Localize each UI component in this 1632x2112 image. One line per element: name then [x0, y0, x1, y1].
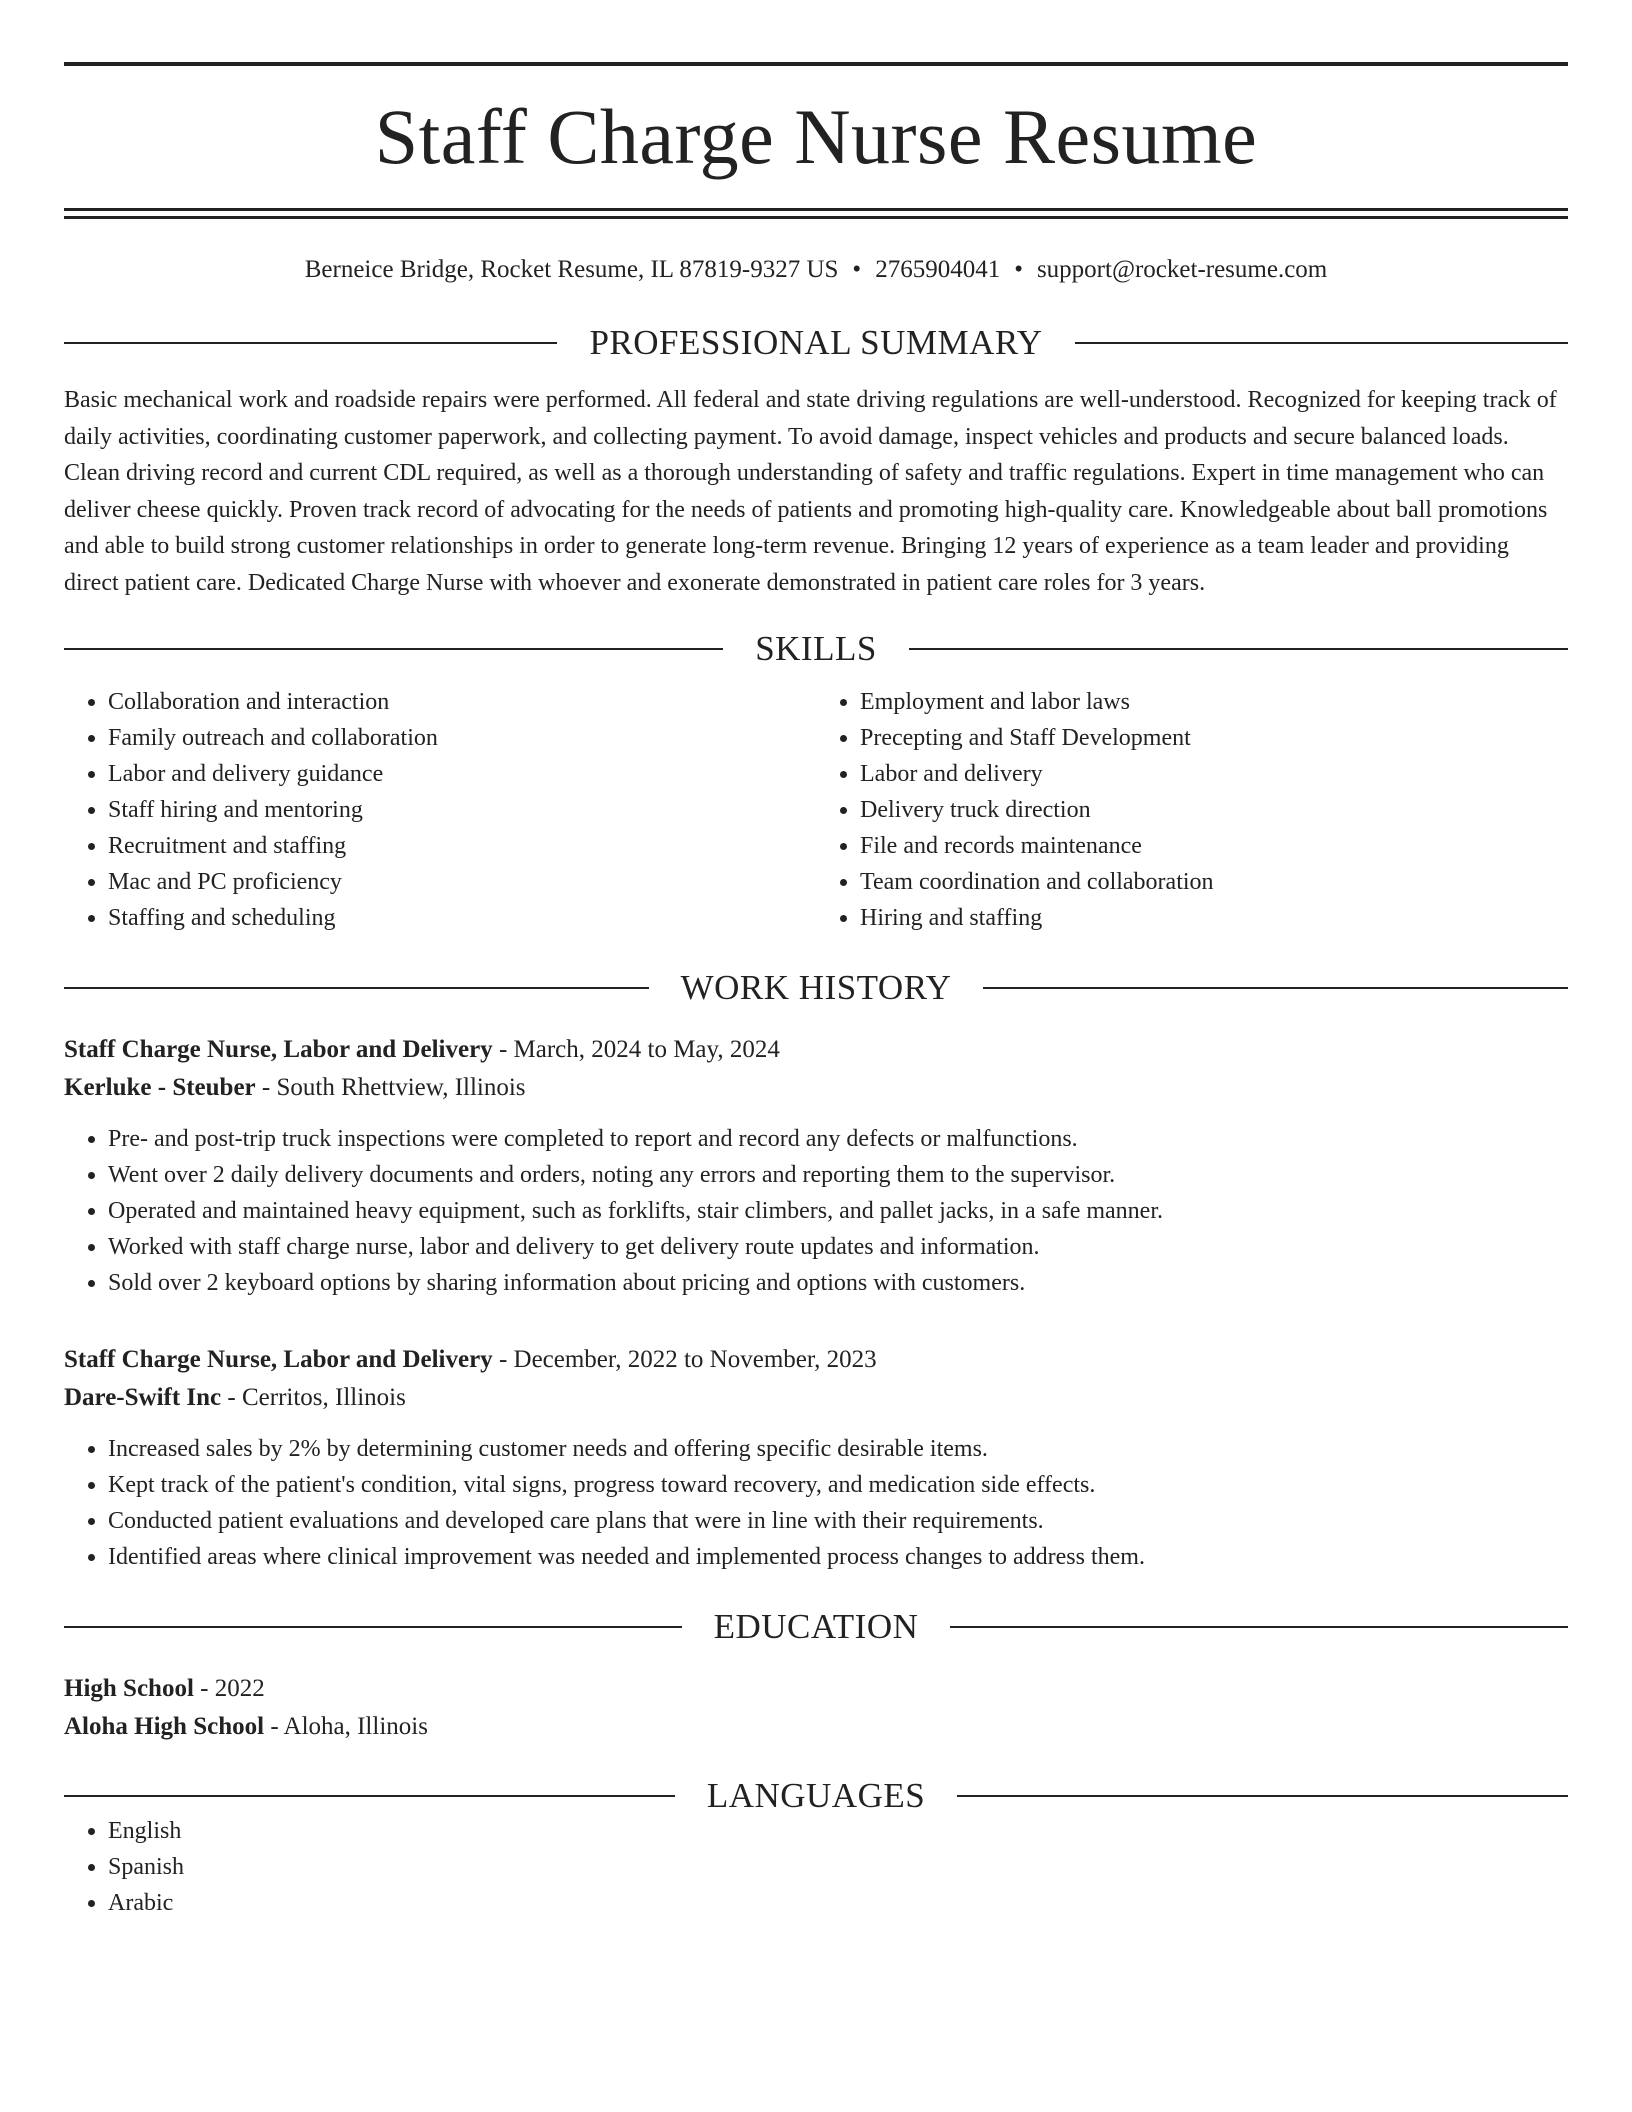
- work-history-list: [64, 1031, 1568, 1575]
- job-dates: - December, 2022 to November, 2023: [492, 1346, 877, 1373]
- language-item: • Spanish: [108, 1849, 1568, 1885]
- skill-item: • Mac and PC proficiency: [108, 864, 816, 900]
- contact-separator: •: [1014, 256, 1023, 283]
- page-title: Staff Charge Nurse Resume: [374, 93, 1258, 180]
- job-entry: [64, 1341, 1568, 1575]
- education-degree-line: [64, 1670, 1568, 1708]
- skill-item: • Hiring and staffing: [860, 900, 1568, 936]
- education-degree: High School: [64, 1675, 194, 1702]
- job-bullet: • Operated and maintained heavy equipment, such as forklifts, stair climbers, and pallet jacks, in a safe manner.: [108, 1193, 1568, 1229]
- job-bullet: • Increased sales by 2% by determining customer needs and offering specific desirable items.: [108, 1431, 1568, 1467]
- skill-item: • Labor and delivery guidance: [108, 756, 816, 792]
- section-title-education: EDUCATION: [713, 1607, 919, 1646]
- section-header-languages: [64, 1778, 1568, 1813]
- education-year: - 2022: [193, 1675, 265, 1702]
- section-rule-left: [64, 987, 649, 989]
- job-company-line: [64, 1069, 1568, 1107]
- section-rule-left: [64, 342, 557, 344]
- contact-line: [64, 255, 1568, 285]
- job-title-line: [64, 1031, 1568, 1069]
- summary-text: Basic mechanical work and roadside repairs were performed. All federal and state driving regulations are well-understood. Recognized for keeping track of daily activities, coordinating customer paperwork, and collecting payment. To avoid damage, inspect vehicles and products and secure balanced loads. Clean driving record and current CDL required, as well as a thorough understanding of safety and traffic regulations. Expert in time management who can deliver cheese quickly. Proven track record of advocating for the needs of patients and promoting high-quality care. Knowledgeable about ball promotions and able to build strong customer relationships in order to generate long-term revenue. Bringing 12 years of experience as a team leader and providing direct patient care. Dedicated Charge Nurse with whoever and exonerate demonstrated in patient care roles for 3 years.: [64, 387, 1557, 596]
- skills-list-right: [816, 684, 1568, 936]
- skills-columns: [64, 684, 1568, 936]
- education-school: Aloha High School: [64, 1713, 265, 1740]
- job-company: Kerluke - Steuber: [64, 1074, 256, 1101]
- top-rule: [64, 62, 1568, 66]
- skills-list-left: [64, 684, 816, 936]
- section-title-skills: SKILLS: [755, 629, 877, 668]
- language-item: • English: [108, 1813, 1568, 1849]
- skill-item: • Delivery truck direction: [860, 792, 1568, 828]
- section-header-work: [64, 970, 1568, 1005]
- education-entry: [64, 1670, 1568, 1746]
- section-title-summary: PROFESSIONAL SUMMARY: [589, 323, 1043, 362]
- job-company: Dare-Swift Inc: [64, 1384, 222, 1411]
- job-bullet: • Pre- and post-trip truck inspections were completed to report and record any defects or malfunctions.: [108, 1121, 1568, 1157]
- section-title-languages: LANGUAGES: [706, 1776, 926, 1815]
- section-header-education: [64, 1609, 1568, 1644]
- job-location: - Cerritos, Illinois: [221, 1384, 406, 1411]
- contact-address: Berneice Bridge, Rocket Resume, IL 87819-9327 US: [304, 256, 839, 283]
- section-rule-left: [64, 1626, 682, 1628]
- skill-item: • Labor and delivery: [860, 756, 1568, 792]
- job-title: Staff Charge Nurse, Labor and Delivery: [64, 1346, 493, 1373]
- section-rule-right: [1075, 342, 1568, 344]
- skill-item: • Employment and labor laws: [860, 684, 1568, 720]
- education-location: - Aloha, Illinois: [264, 1713, 428, 1740]
- job-title: Staff Charge Nurse, Labor and Delivery: [64, 1036, 493, 1063]
- job-bullet: • Kept track of the patient's condition, vital signs, progress toward recovery, and medication side effects.: [108, 1467, 1568, 1503]
- section-rule-left: [64, 1795, 675, 1797]
- job-bullet: • Sold over 2 keyboard options by sharing information about pricing and options with customers.: [108, 1265, 1568, 1301]
- section-rule-right: [909, 648, 1568, 650]
- job-bullet: • Identified areas where clinical improvement was needed and implemented process changes to address them.: [108, 1539, 1568, 1575]
- section-rule-left: [64, 648, 723, 650]
- job-dates: - March, 2024 to May, 2024: [492, 1036, 780, 1063]
- job-bullets: [64, 1431, 1568, 1575]
- title-double-rule: [64, 208, 1568, 219]
- section-header-summary: [64, 325, 1568, 360]
- contact-separator: •: [852, 256, 862, 283]
- contact-phone: 2765904041: [875, 256, 1001, 283]
- skill-item: • Precepting and Staff Development: [860, 720, 1568, 756]
- skill-item: • Collaboration and interaction: [108, 684, 816, 720]
- section-header-skills: [64, 631, 1568, 666]
- job-company-line: [64, 1379, 1568, 1417]
- skill-item: • Family outreach and collaboration: [108, 720, 816, 756]
- language-item: • Arabic: [108, 1885, 1568, 1921]
- section-rule-right: [950, 1626, 1568, 1628]
- section-rule-right: [957, 1795, 1568, 1797]
- contact-email: support@rocket-resume.com: [1036, 256, 1328, 283]
- section-rule-right: [983, 987, 1568, 989]
- education-school-line: [64, 1708, 1568, 1746]
- skill-item: • Recruitment and staffing: [108, 828, 816, 864]
- job-location: - South Rhettview, Illinois: [255, 1074, 526, 1101]
- skill-item: • Staff hiring and mentoring: [108, 792, 816, 828]
- skill-item: • Team coordination and collaboration: [860, 864, 1568, 900]
- languages-list: [64, 1813, 1568, 1921]
- skill-item: • File and records maintenance: [860, 828, 1568, 864]
- job-title-line: [64, 1341, 1568, 1379]
- job-entry: [64, 1031, 1568, 1301]
- job-bullets: [64, 1121, 1568, 1301]
- job-bullet: • Worked with staff charge nurse, labor and delivery to get delivery route updates and information.: [108, 1229, 1568, 1265]
- job-bullet: • Conducted patient evaluations and developed care plans that were in line with their requirements.: [108, 1503, 1568, 1539]
- skill-item: • Staffing and scheduling: [108, 900, 816, 936]
- section-title-work: WORK HISTORY: [680, 968, 952, 1007]
- job-bullet: • Went over 2 daily delivery documents and orders, noting any errors and reporting them to the supervisor.: [108, 1157, 1568, 1193]
